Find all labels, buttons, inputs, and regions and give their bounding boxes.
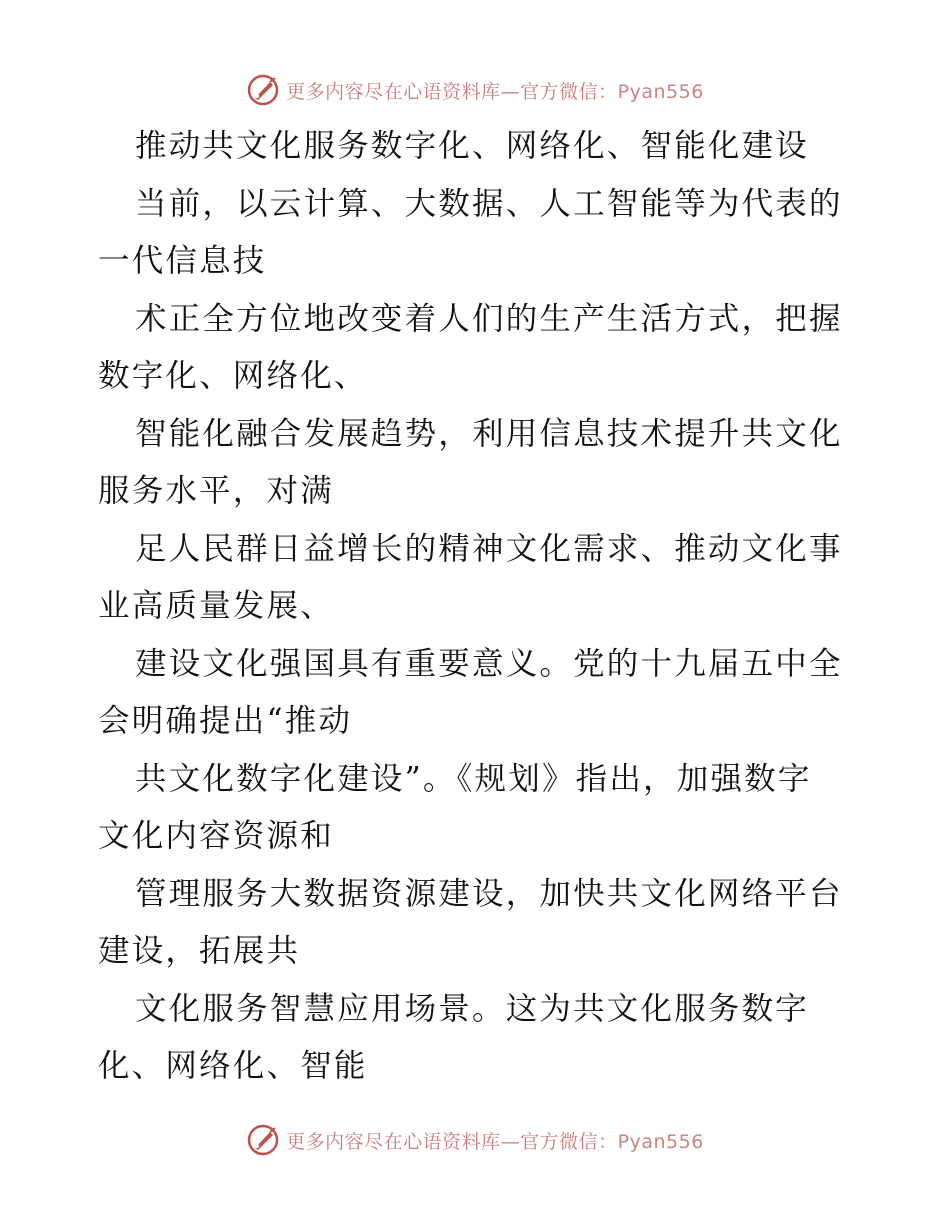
paragraph-line: 数字化、网络化、 bbox=[98, 358, 368, 394]
paragraph-line: 会明确提出“推动 bbox=[98, 703, 353, 739]
watermark-text: 更多内容尽在心语资料库—官方微信：Pyan556 bbox=[286, 80, 704, 103]
paragraph-line: 文化内容资源和 bbox=[98, 818, 334, 854]
paragraph-line: 术正全方位地改变着人们的生产生活方式，把握 bbox=[135, 300, 843, 337]
paragraph-line: 智能化融合发展趋势，利用信息技术提升共文化 bbox=[135, 415, 843, 452]
quill-pen-logo-icon bbox=[246, 1123, 280, 1157]
paragraph-line: 业高质量发展、 bbox=[98, 588, 334, 624]
document-body bbox=[98, 118, 858, 1096]
footer-watermark bbox=[0, 1120, 950, 1160]
paragraph-line: 建设文化强国具有重要意义。党的十九届五中全 bbox=[135, 645, 843, 682]
paragraph-line: 推动共文化服务数字化、网络化、智能化建设 bbox=[135, 128, 810, 164]
quill-pen-logo-icon bbox=[246, 73, 280, 107]
paragraph-line: 文化服务智慧应用场景。这为共文化服务数字 bbox=[135, 990, 810, 1027]
paragraph-line: 足人民群日益增长的精神文化需求、推动文化事 bbox=[135, 530, 843, 567]
header-watermark bbox=[0, 70, 950, 110]
paragraph-line: 共文化数字化建设”。《规划》指出，加强数字 bbox=[135, 760, 812, 797]
paragraph-line: 服务水平，对满 bbox=[98, 473, 334, 509]
paragraph-line: 管理服务大数据资源建设，加快共文化网络平台 bbox=[135, 875, 843, 912]
paragraph-line: 一代信息技 bbox=[98, 243, 267, 279]
watermark-text: 更多内容尽在心语资料库—官方微信：Pyan556 bbox=[286, 1130, 704, 1153]
paragraph-line: 化、网络化、智能 bbox=[98, 1048, 368, 1084]
paragraph-line: 当前，以云计算、大数据、人工智能等为代表的 bbox=[135, 185, 843, 222]
paragraph-line: 建设，拓展共 bbox=[98, 933, 301, 969]
